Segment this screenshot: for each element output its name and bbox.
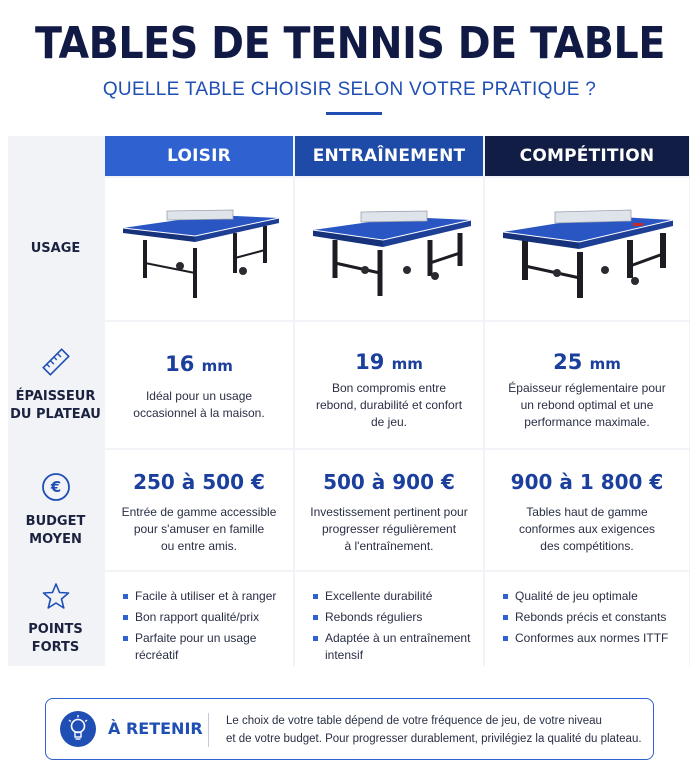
points-cell-loisir [105,572,293,666]
epaisseur-desc-competition-2: un rebond optimal et une [520,398,654,412]
epaisseur-desc-entrainement-1: Bon compromis entre [331,381,447,395]
epaisseur-desc-competition-3: performance maximale. [524,415,650,429]
row-label-points-line1: POINTS [28,621,83,637]
budget-desc-loisir-1: Entrée de gamme accessible [121,505,277,519]
budget-price-loisir: 250 à 500 € [133,470,265,494]
epaisseur-unit-loisir: mm [201,357,233,375]
epaisseur-cell-loisir [105,322,293,448]
budget-cell-loisir [105,450,293,570]
table-entrainement-image [295,178,483,320]
star-icon [42,582,70,615]
budget-desc-entrainement-1: Investissement pertinent pour [310,505,468,519]
epaisseur-number-loisir: 16 [165,352,195,376]
epaisseur-desc-competition-1: Épaisseur réglementaire pour [508,381,666,395]
page-title: TABLES DE TENNIS DE TABLE [34,18,665,69]
usage-cell-competition [485,178,689,320]
list-item: Excellente durabilité [313,588,483,605]
epaisseur-value-loisir [105,352,293,376]
budget-desc-loisir [105,504,293,555]
budget-desc-entrainement [295,504,483,555]
list-item: Rebonds réguliers [313,609,483,626]
retenir-line-1: Le choix de votre table dépend de votre fréquence de jeu, de votre niveau [226,715,602,727]
points-list-competition [503,588,673,651]
ruler-icon [41,347,71,382]
usage-cell-loisir [105,178,293,320]
column-header-entrainement: ENTRAÎNEMENT [295,136,483,176]
retenir-line-2: et de votre budget. Pour progresser durablement, privilégiez la qualité du plateau. [226,733,642,745]
budget-desc-competition-2: conformes aux exigences [518,522,656,536]
row-label-epaisseur [8,322,103,448]
row-label-budget-line2: MOYEN [29,531,82,547]
column-header-competition: COMPÉTITION [485,136,689,176]
budget-desc-entrainement-2: progresser régulièrement [321,522,457,536]
points-list-entrainement [313,588,483,668]
list-item: Adaptée à un entraînement intensif [313,630,483,664]
budget-price-entrainement: 500 à 900 € [323,470,455,494]
row-label-epaisseur-line1: ÉPAISSEUR [15,388,96,404]
column-header-loisir: LOISIR [105,136,293,176]
points-list-loisir [123,588,293,668]
epaisseur-desc-entrainement-2: rebond, durabilité et confort [315,398,463,412]
budget-desc-loisir-3: ou entre amis. [160,539,238,553]
list-item: Bon rapport qualité/prix [123,609,293,626]
epaisseur-cell-competition [485,322,689,448]
list-item: Parfaite pour un usage récréatif [123,630,293,664]
epaisseur-cell-entrainement [295,322,483,448]
epaisseur-desc-loisir-1: Idéal pour un usage [145,389,253,403]
usage-cell-entrainement [295,178,483,320]
row-label-points-line2: FORTS [31,639,80,655]
euro-icon [41,472,71,507]
epaisseur-number-entrainement: 19 [355,350,385,374]
epaisseur-desc-competition [485,380,689,431]
list-item: Facile à utiliser et à ranger [123,588,293,605]
retenir-divider [208,713,209,747]
epaisseur-desc-entrainement-3: de jeu. [370,415,408,429]
row-label-usage-text: USAGE [30,241,81,256]
epaisseur-unit-competition: mm [589,355,621,373]
epaisseur-number-competition: 25 [553,350,583,374]
epaisseur-desc-loisir-2: occasionnel à la maison. [133,406,265,420]
budget-desc-loisir-2: pour s'amuser en famille [133,522,265,536]
lightbulb-icon [60,711,96,747]
retenir-text [226,712,646,748]
budget-cell-competition [485,450,689,570]
list-item: Qualité de jeu optimale [503,588,673,605]
row-label-budget [8,450,103,570]
row-label-points-forts [8,572,103,666]
points-cell-competition [485,572,689,666]
svg-text:€: € [50,477,61,496]
budget-cell-entrainement [295,450,483,570]
row-label-epaisseur-line2: DU PLATEAU [10,406,101,422]
epaisseur-desc-entrainement [295,380,483,431]
points-cell-entrainement [295,572,483,666]
table-competition-image [485,178,689,320]
epaisseur-unit-entrainement: mm [391,355,423,373]
row-label-budget-line1: BUDGET [25,513,86,529]
retenir-title: À RETENIR [108,719,203,738]
page-subtitle: QUELLE TABLE CHOISIR SELON VOTRE PRATIQUE ? [102,79,597,100]
budget-desc-entrainement-3: à l'entraînement. [344,539,434,553]
title-divider [326,112,382,115]
budget-desc-competition-3: des compétitions. [540,539,634,553]
retenir-box [45,698,654,760]
epaisseur-value-entrainement [295,350,483,374]
list-item: Conformes aux normes ITTF [503,630,673,647]
budget-desc-competition [485,504,689,555]
epaisseur-value-competition [485,350,689,374]
list-item: Rebonds précis et constants [503,609,673,626]
budget-price-competition: 900 à 1 800 € [510,470,664,494]
budget-desc-competition-1: Tables haut de gamme [526,505,648,519]
epaisseur-desc-loisir [105,388,293,422]
row-label-usage [8,178,103,320]
table-loisir-image [105,178,293,320]
